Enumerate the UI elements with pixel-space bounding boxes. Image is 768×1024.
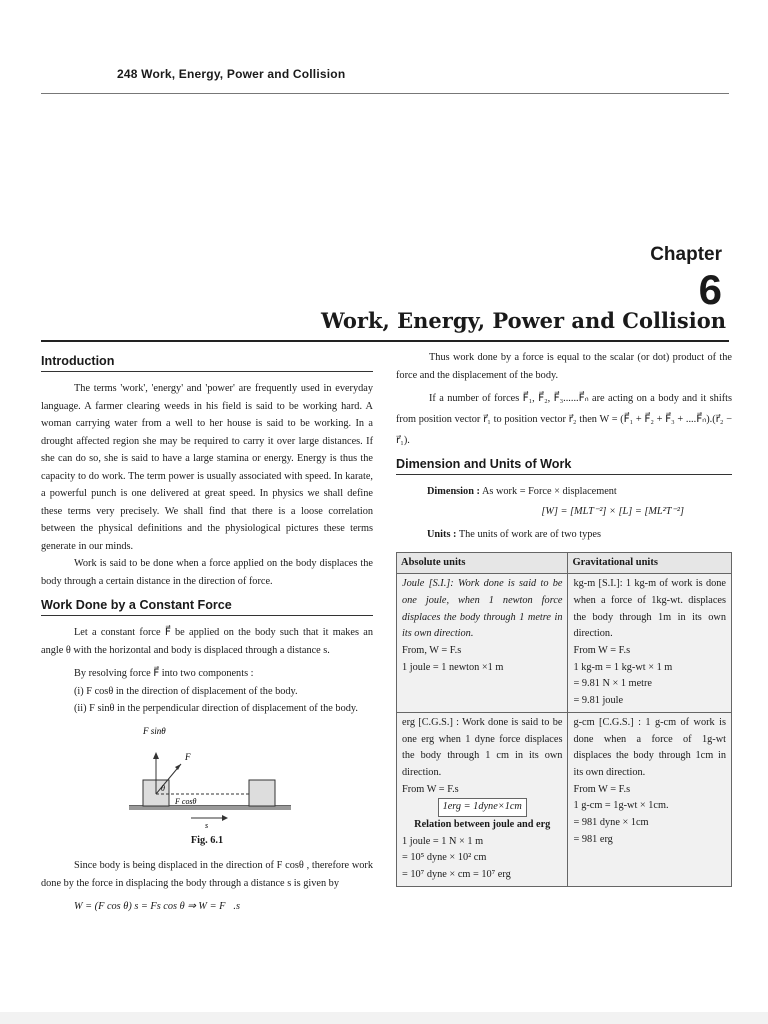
units-label: Units : [427, 529, 457, 540]
dimension-text: As work = Force × displacement [481, 486, 617, 497]
kgm-newton: = 9.81 N × 1 metre [573, 678, 652, 690]
dimension-heading: Dimension and Units of Work [396, 455, 732, 475]
kgm-from: From W = F.s [573, 645, 631, 657]
joule-equation: 1 joule = 1 newton ×1 m [402, 661, 504, 673]
dimension-formula: [W] = [MLT⁻²] × [L] = [ML²T⁻²] [541, 505, 684, 517]
work-formula: W = (F cos θ) s = Fs cos θ ⇒ W = F⃗.s⃗ [74, 901, 249, 912]
units-table-row [397, 712, 732, 886]
chapter-number: 6 [698, 266, 722, 313]
label-fcos: F cosθ [175, 796, 197, 806]
constant-force-paragraph-1: Let a constant force F⃗ be applied on the body such that it makes an angle θ with the horizontal and body is displaced through a distance s. [41, 627, 373, 656]
figure-caption: Fig. 6.1 [190, 834, 224, 846]
label-fsin: F sinθ [143, 725, 166, 736]
erg-equation-wrap [402, 798, 562, 817]
dimension-label: Dimension : [427, 486, 480, 497]
multiple-forces-paragraph: If a number of forces F⃗₁, F⃗₂, F⃗₃......F⃗ₙ are acting on a body and it shifts from position vector r⃗₁ to position vector r⃗₂ then W = (F⃗₁ + F⃗₂ + F⃗₃ + ....F⃗ₙ).(r⃗₂ − r⃗₁). [396, 393, 732, 446]
units-text: The units of work are of two types [458, 529, 601, 540]
erg-from: From W = F.s [402, 783, 459, 795]
units-line [396, 526, 732, 544]
gcm-equation: 1 g-cm = 1g-wt × 1cm. [573, 800, 669, 812]
constant-force-paragraph-3: Since body is being displaced in the direction of F cosθ , therefore work done by the force in displacing the body through a distance s is given by [41, 860, 373, 889]
chapter-label: Chapter [650, 244, 722, 265]
header-rule [41, 93, 729, 94]
label-theta: θ [161, 783, 165, 793]
running-head: 248 Work, Energy, Power and Collision [117, 67, 346, 81]
displacement-arrowhead [222, 815, 228, 821]
label-s: s⃗ [205, 820, 215, 828]
label-f: F [185, 751, 191, 762]
intro-paragraph-2: Work is said to be done when a force applied on the body displaces the body through a certain distance in the direction of force. [41, 558, 373, 587]
relation-line-3: = 10⁷ dyne × cm = 10⁷ erg [402, 869, 511, 881]
gcm-erg: = 981 erg [573, 833, 613, 845]
resolving-text: By resolving force F⃗ into two components : [74, 668, 254, 679]
component-2: (ii) F sinθ in the perpendicular direction of displacement of the body. [74, 703, 358, 714]
force-diagram-svg [41, 718, 373, 828]
title-rule [41, 340, 729, 342]
right-column [396, 349, 732, 887]
relation-line-1: 1 joule = 1 N × 1 m [402, 835, 484, 847]
force-diagram [41, 718, 373, 828]
kgm-definition: kg-m [S.I.]: 1 kg-m of work is done when a force of 1kg-wt. displaces the body through 1m in its own direction. [573, 578, 726, 640]
kgm-equation: 1 kg-m = 1 kg-wt × 1 m [573, 661, 673, 673]
page-bottom-band [0, 1012, 768, 1024]
force-arrowhead [175, 764, 181, 770]
relation-line-2: = 10⁵ dyne × 10² cm [402, 852, 487, 864]
gcm-dyne: = 981 dyne × 1cm [573, 817, 649, 829]
intro-heading: Introduction [41, 352, 373, 372]
joule-from: From, W = F.s [402, 645, 462, 657]
component-1: (i) F cosθ in the direction of displacement of the body. [74, 685, 298, 697]
erg-equation: 1erg = 1dyne×1cm [438, 798, 527, 817]
gravitational-cgs-cell [568, 712, 732, 886]
gcm-definition: g-cm [C.G.S.] : 1 g-cm of work is done when a force of 1g-wt displaces the body through 1cm in its own direction. [573, 716, 726, 778]
fsin-arrowhead [153, 752, 159, 759]
kgm-joule: = 9.81 joule [573, 695, 624, 707]
chapter-title: Work, Energy, Power and Collision [321, 308, 726, 333]
relation-heading: Relation between joule and erg [414, 819, 551, 831]
ground-hatch [129, 806, 291, 810]
block-final [249, 780, 275, 806]
absolute-cgs-cell [397, 712, 568, 886]
constant-force-heading: Work Done by a Constant Force [41, 596, 373, 616]
intro-paragraph-1: The terms 'work', 'energy' and 'power' are frequently used in everyday language. A farmer clearing weeds in his field is said to be working hard. A woman carrying water from a well to her house is said to be working. In a drought affected region she may be required to carry it over large distances. If she can do so, she is said to have a large stamina or energy. Energy is thus the capacity to do work. The term power is usually associated with speed. In karate, a powerful punch is one delivered at great speed. In physics we shall define these terms very precisely. We shall find that there is a loose correlation between the physical definitions and the physiological pictures these terms generate in our minds. [41, 383, 373, 552]
absolute-si-cell [397, 574, 568, 713]
units-table-header [397, 552, 732, 574]
absolute-units-header: Absolute units [397, 552, 568, 574]
erg-definition: erg [C.G.S.] : Work done is said to be one erg when 1 dyne force displaces the body through 1 cm in its own direction. [402, 716, 563, 778]
gravitational-si-cell [568, 574, 732, 713]
left-column [41, 349, 373, 916]
dot-product-paragraph: Thus work done by a force is equal to the scalar (or dot) product of the force and the displacement of the body. [396, 352, 732, 381]
dimension-line [396, 483, 732, 501]
gravitational-units-header: Gravitational units [568, 552, 732, 574]
gcm-from: From W = F.s [573, 783, 631, 795]
joule-definition: Joule [S.I.]: Work done is said to be one joule, when 1 newton force displaces the body through 1 metre in its own direction. [402, 578, 563, 640]
units-table [396, 552, 732, 887]
units-table-row [397, 574, 732, 713]
